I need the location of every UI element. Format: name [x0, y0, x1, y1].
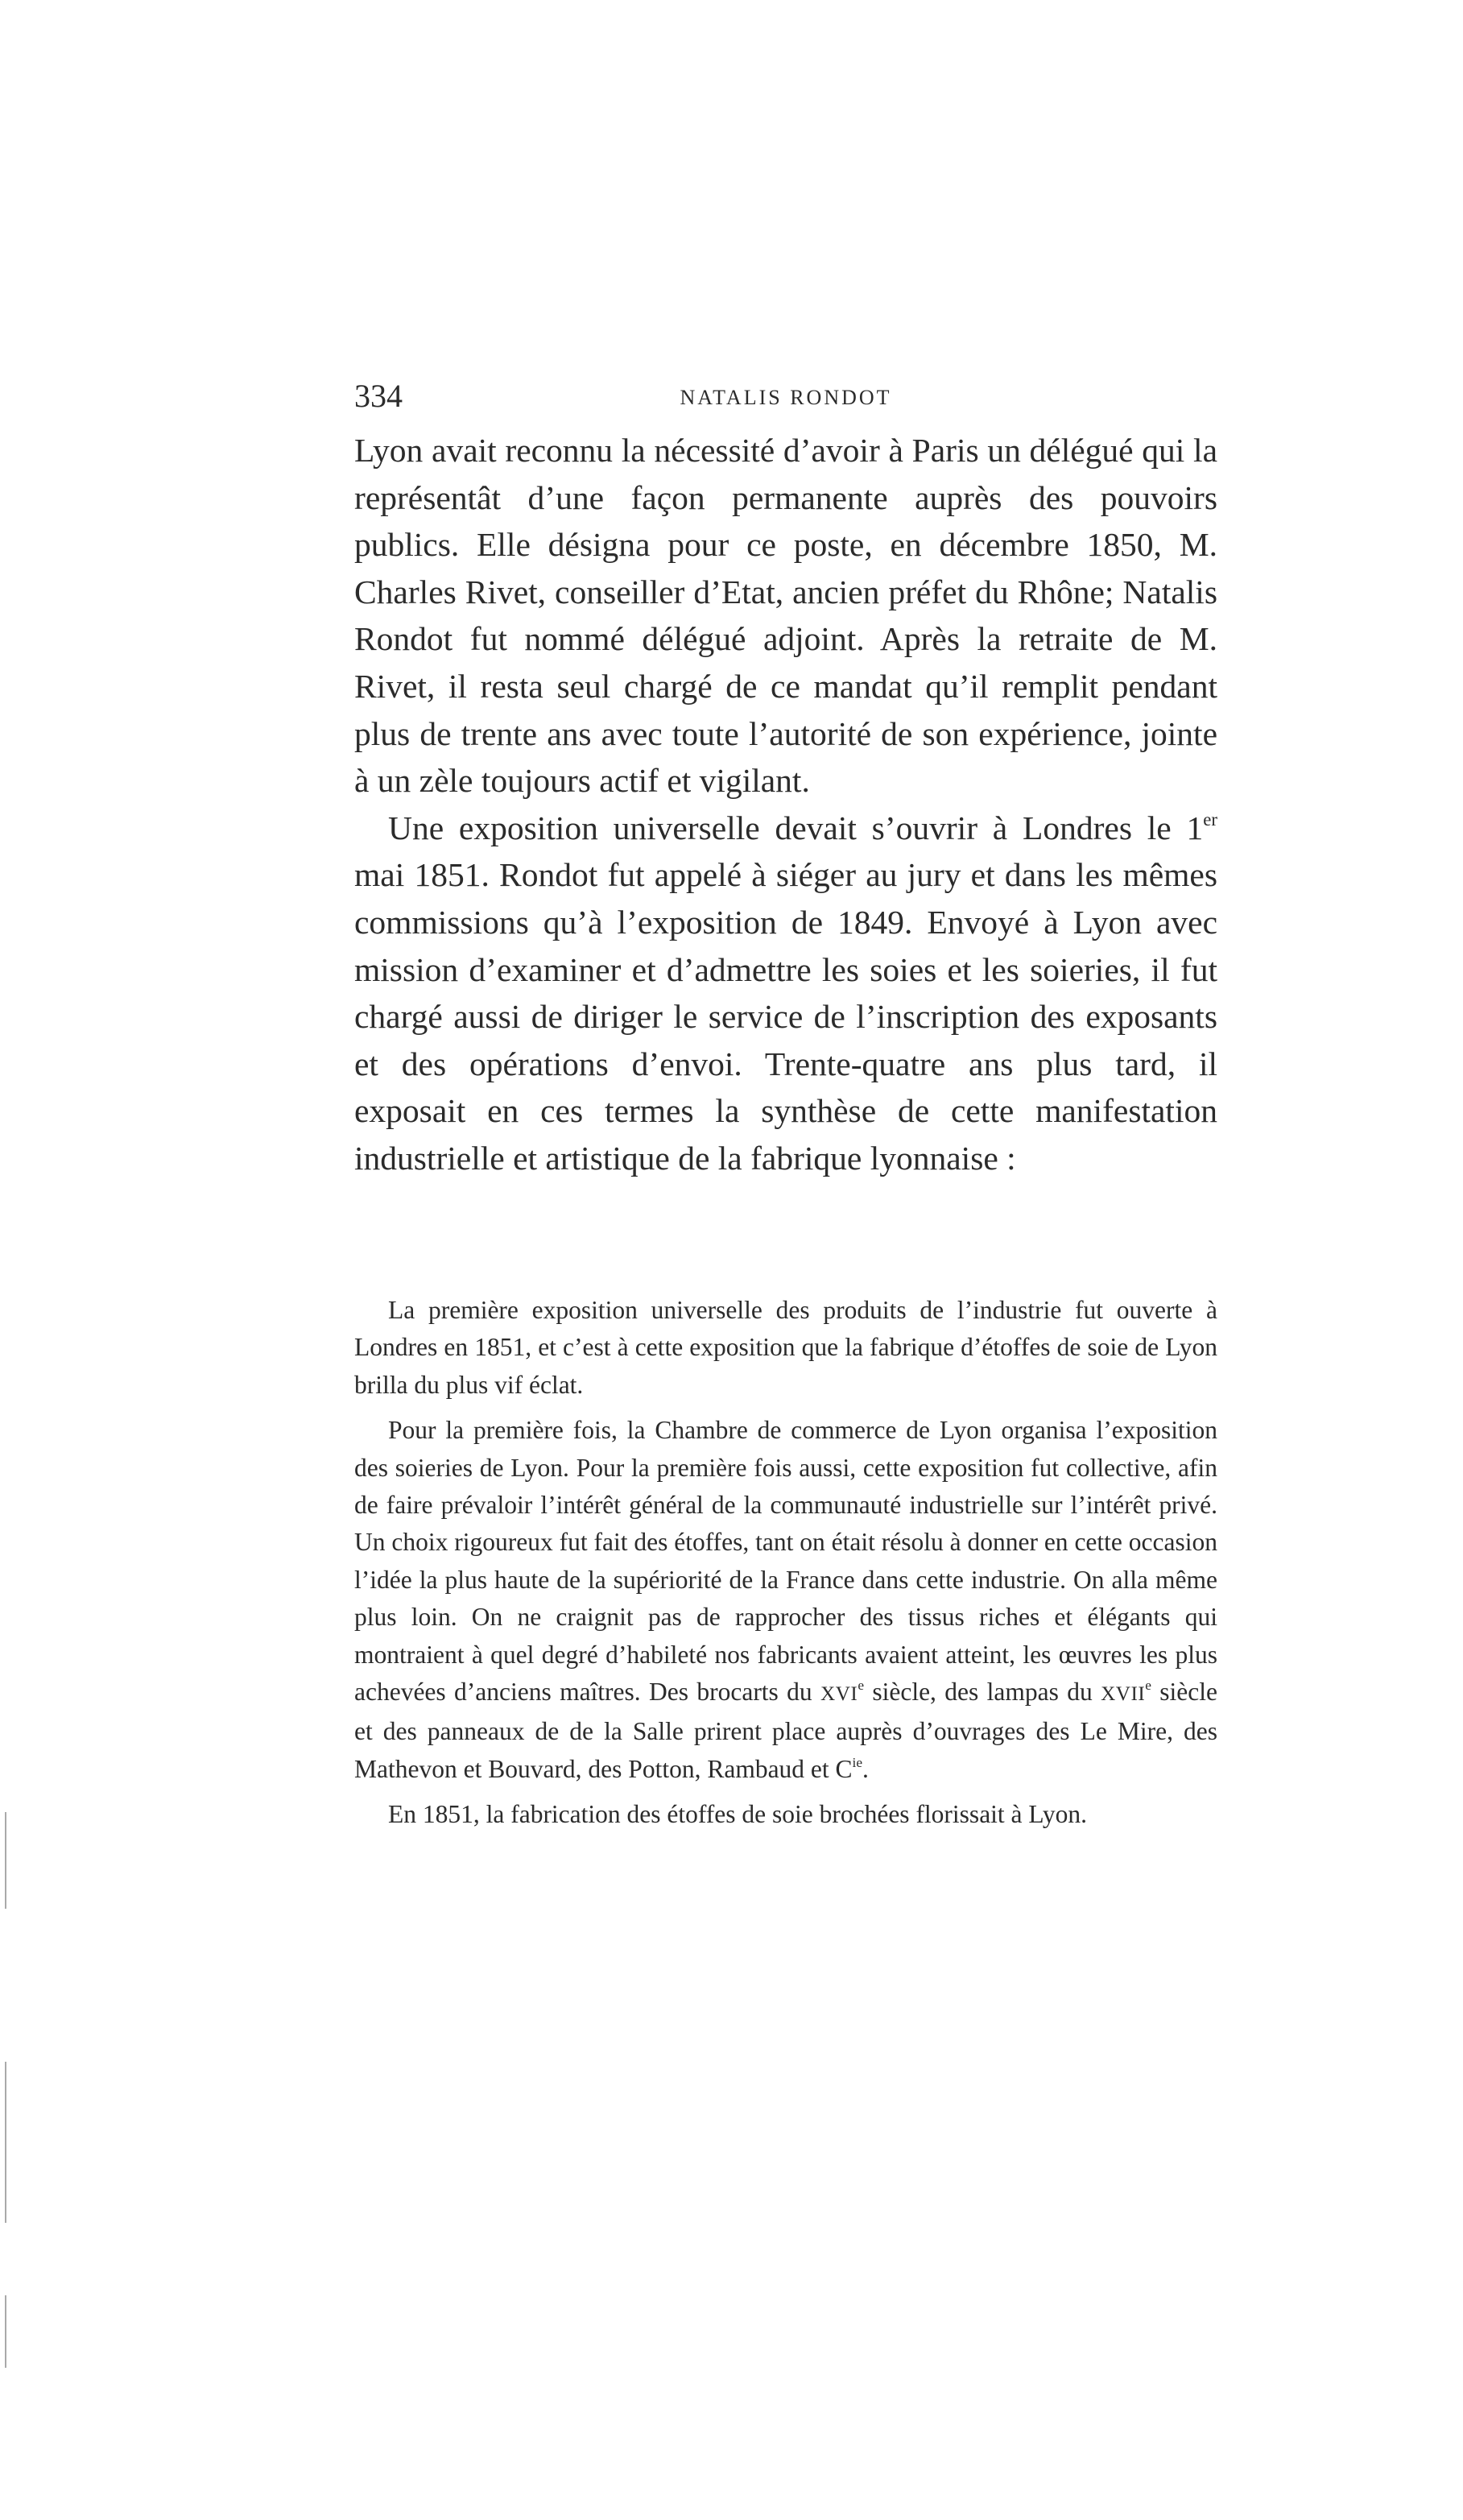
paragraph-2-part-b: mai 1851. Rondot fut appelé à siéger au jury et dans les mêmes commissions qu’à l’exposition de 1849. Envoyé à Lyon avec mission d’examiner et d’admettre les soies et les soieries, il fut chargé aussi de diriger le service de l’inscription des exposants et des opérations d’envoi. Trente-quatre ans plus tard, il exposait en ces termes la synthèse de cette manifestation industrielle et artistique de la fabrique lyonnaise :	[354, 856, 1217, 1177]
running-head: NATALIS RONDOT	[680, 386, 892, 409]
page-header	[354, 379, 1217, 414]
quote-paragraph-1: La première exposition universelle des produits de l’industrie fut ouverte à Londres en 1851, et c’est à cette exposition que la fabrique d’étoffes de soie de Lyon brilla du plus vif éclat.	[354, 1296, 1217, 1399]
scan-edge-mark	[5, 2295, 6, 2368]
quote-2-part-a: Pour la première fois, la Chambre de commerce de Lyon organisa l’exposition des soieries de Lyon. Pour la première fois aussi, cette exposition fut collective, afin de faire prévaloir l’intérêt général de la communauté industrielle sur l’intérêt privé. Un choix rigoureux fut fait des étoffes, tant on était résolu à donner en cette occasion l’idée la plus haute de la supériorité de la France dans cette industrie. On alla même plus loin. On ne craignit pas de rapprocher des tissus riches et élégants qui montraient à quel degré d’habileté nos fabricants avaient atteint, les œuvres les plus achevées d’anciens maîtres. Des brocarts du	[354, 1416, 1217, 1707]
paragraph-2	[354, 805, 1217, 1182]
main-text	[354, 427, 1217, 1182]
paragraph-2-part-a: Une exposition universelle devait s’ouvrir à Londres le 1	[388, 809, 1204, 846]
quote-2-part-c: siècle et des panneaux de de la Salle prirent place auprès d’ouvrages des Le Mire, des Mathevon et Bouvard, des Potton, Rambaud et C	[354, 1678, 1217, 1783]
paragraph-1: Lyon avait reconnu la nécessité d’avoir à Paris un délégué qui la représentât d’une façon permanente auprès des pouvoirs publics. Elle désigna pour ce poste, en décembre 1850, M. Charles Rivet, conseiller d’Etat, ancien préfet du Rhône; Natalis Rondot fut nommé délégué adjoint. Après la retraite de M. Rivet, il resta seul chargé de ce mandat qu’il remplit pendant plus de trente ans avec toute l’autorité de son expérience, jointe à un zèle toujours actif et vigilant.	[354, 432, 1217, 800]
company-superscript: ie	[852, 1754, 863, 1770]
quote-paragraph-2	[354, 1412, 1217, 1788]
block-quote	[354, 1292, 1217, 1842]
scan-edge-mark	[5, 1812, 6, 1909]
century-superscript-2: e	[1145, 1678, 1151, 1694]
century-superscript-1: e	[858, 1678, 864, 1694]
quote-paragraph-3: En 1851, la fabrication des étoffes de soie brochées florissait à Lyon.	[388, 1800, 1088, 1829]
page-number: 334	[354, 378, 403, 414]
roman-numeral-17: XVII	[1101, 1683, 1146, 1706]
quote-2-part-d: .	[862, 1754, 869, 1783]
ordinal-superscript: er	[1203, 809, 1217, 830]
scan-edge-mark	[5, 2062, 6, 2223]
roman-numeral-16: XVI	[820, 1683, 858, 1706]
quote-2-part-b: siècle, des lampas du	[864, 1678, 1101, 1707]
